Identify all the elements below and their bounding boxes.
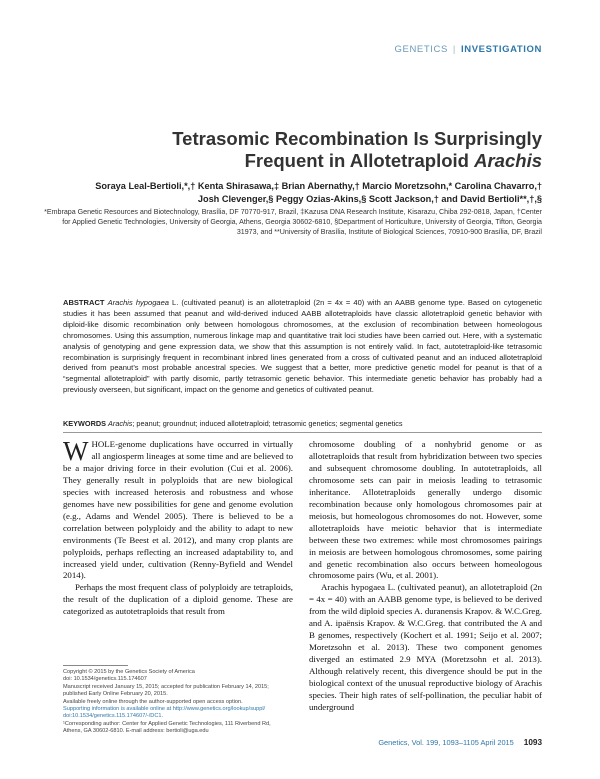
- footnotes: [63, 669, 303, 736]
- intro-smallcaps: HOLE: [91, 439, 116, 449]
- keywords: [63, 419, 542, 428]
- keywords-list: ; peanut; groundnut; induced allotetraploid; tetrasomic genetics; segmental genetics: [132, 419, 403, 428]
- keywords-italic: Arachis: [108, 419, 133, 428]
- footnote-corresponding: ¹Corresponding author: Center for Applied Genetic Technologies, 111 Riverbend Rd,: [63, 720, 271, 727]
- author-list: [72, 180, 542, 206]
- footnote-open-access: Available freely online through the author-supported open access option.: [63, 698, 243, 705]
- section-divider: [63, 432, 542, 433]
- authors-line-1: Soraya Leal-Bertioli,*,† Kenta Shirasawa,‡ Brian Abernathy,† Marcio Moretzsohn,* Carolina Chavarro,†: [95, 181, 542, 191]
- journal-header: [395, 44, 542, 55]
- abstract: [63, 298, 542, 396]
- intro-paragraph-1: [63, 436, 293, 582]
- page-number: 1093: [523, 738, 542, 747]
- footnote-copyright: Copyright © 2015 by the Genetics Society of America: [63, 669, 195, 675]
- title-line-1: Tetrasomic Recombination Is Surprisingly: [172, 128, 542, 149]
- affiliations: *Embrapa Genetic Resources and Biotechnology, Brasília, DF 70770-917, Brazil, ‡Kazusa DNA Research Institute, Kisarazu, Chiba 292-0818, Japan, †Center for Applied Genetic Technologies, University of Georgia, Athens, Georgia 30602-6810, §Department of Horticulture, University of Georgia, Tifton, Georgia 31973, and **University of Brasília, Institute of Biological Sciences, 70910-900 Brasília, DF, Brazil: [44, 208, 542, 236]
- body-column-left: [63, 436, 293, 618]
- title-line-2-text: Frequent in Allotetraploid: [244, 150, 475, 171]
- journal-name: GENETICS: [394, 44, 448, 55]
- abstract-text: L. (cultivated peanut) is an allotetraploid (2n = 4x = 40) with an AABB genome type. Based on cytogenetic studies it has been assumed that peanut and wild-derived induced AABB allotetraploids have classic allotetraploid genetic behavior with diploid-like disomic recombination only between homologous chromosomes, at the exclusion of recombination between homeologous chromosomes. Using this assumption, numerous linkage map and quantitative trait loci studies have been carried out. Here, with a systematic analysis of genotyping and gene expression data, we show that this assumption is not entirely valid. In fact, autotetraploid-like tetrasomic recombination is surprisingly frequent in recombinant inbred lines generated from a cross of cultivated peanut and an induced allotetraploid derived from peanut’s most probable ancestral species. We suggest that a better, more predictive genetic model for peanut is that of a “segmental allotetraploid” with partly disomic, partly tetrasomic genetic behavior. This intermediate genetic behavior has probably had a previously overseen, but significant, impact on the genome and genetics of cultivated peanut.: [63, 298, 542, 395]
- intro-paragraph-2: Perhaps the most frequent class of polyploidy are tetraploids, the result of the duplication of a diploid genome. These are categorized as autotetraploids that result from: [63, 582, 293, 617]
- abstract-species: Arachis hypogaea: [107, 298, 169, 307]
- footnote-supporting-doi[interactable]: doi:10.1534/genetics.115.174607/-/DC1.: [63, 713, 164, 720]
- body-paragraph-2: Arachis hypogaea L. (cultivated peanut), an allotetraploid (2n = 4x = 40) with an AABB genome type, is believed to be derived from the wild diploid species A. duranensis Krapov. & W.C.Greg. and A. ipaënsis Krapov. & W.C.Greg. that contributed the A and B genomes, respectively (Kochert et al. 1991; Seijo et al. 2007; Moretzsohn et al. 2013). These two component genomes diverged an estimated 2.9 MYA (Moretzsohn et al. 2013). Although relatively recent, this divergence should be put in the biological context of the unusual reproductive biology of Arachis species. Their high rates of self-pollination, the peculiar habit of underground: [309, 582, 542, 712]
- body-paragraph-1: chromosome doubling of a nonhybrid genome or as allotetraploids that result from hybridization between two species and subsequent chromosome doubling. In autotetraploids, all chromosome sets can pair in meiosis leading to tetrasomic inheritance. Allotetraploids generally undergo disomic recombination because only homologous chromosomes pair at meiosis, but homeologous chromosomes do not. However, some allotetraploids have meiotic behavior that is intermediate between these two extremes: while most chromosomes pairings in meiosis are between homologous chromosomes, some pairing and genetic recombination also occurs between homeologous chromosome pairs (Wu, et al. 2001).: [309, 439, 542, 581]
- section-label: INVESTIGATION: [461, 44, 542, 55]
- footer-citation: Genetics, Vol. 199, 1093–1105 April 2015: [378, 738, 514, 747]
- abstract-label: ABSTRACT: [63, 298, 105, 307]
- drop-cap: W: [63, 436, 89, 466]
- footnote-published: published Early Online February 20, 2015.: [63, 691, 168, 698]
- footnote-received: Manuscript received January 15, 2015; accepted for publication February 14, 2015;: [63, 683, 269, 690]
- article-title: [122, 128, 542, 172]
- footnote-doi: doi: 10.1534/genetics.115.174607: [63, 676, 147, 683]
- footnote-email: Athens, GA 30602-6810. E-mail address: bertioli@uga.edu: [63, 728, 209, 735]
- footnote-supporting-link[interactable]: Supporting information is available online at http://www.genetics.org/lookup/suppl/: [63, 706, 266, 713]
- authors-line-2: Josh Clevenger,§ Peggy Ozias-Akins,§ Scott Jackson,† and David Bertioli**,†,§: [197, 194, 542, 204]
- header-separator: |: [452, 44, 456, 55]
- title-line-2: [122, 150, 542, 172]
- page-footer: [378, 738, 542, 747]
- title-italic-genus: Arachis: [474, 150, 542, 171]
- intro-paragraph-1-text: -genome duplications have occurred in virtually all angiosperm lineages at some time and are believed to be a major driving force in their evolution (Cui et al. 2006). They generally result in polyploids that are new biological species with increased heterosis and robustness and whose genomes have new possibilities for gene and genome evolution (e.g., Adams and Wendel 2005). There is believed to be a correlation between polyploidy and the ability to adapt to new environments (Te Beest et al. 2012), and many crop plants are polyploids, perhaps reflecting an increased adaptability to, and increased yield under, cultivation (Renny-Byfield and Wendel 2014).: [63, 439, 293, 581]
- keywords-label: KEYWORDS: [63, 419, 106, 428]
- footnote-rule: [63, 665, 128, 666]
- body-column-right: [309, 439, 542, 714]
